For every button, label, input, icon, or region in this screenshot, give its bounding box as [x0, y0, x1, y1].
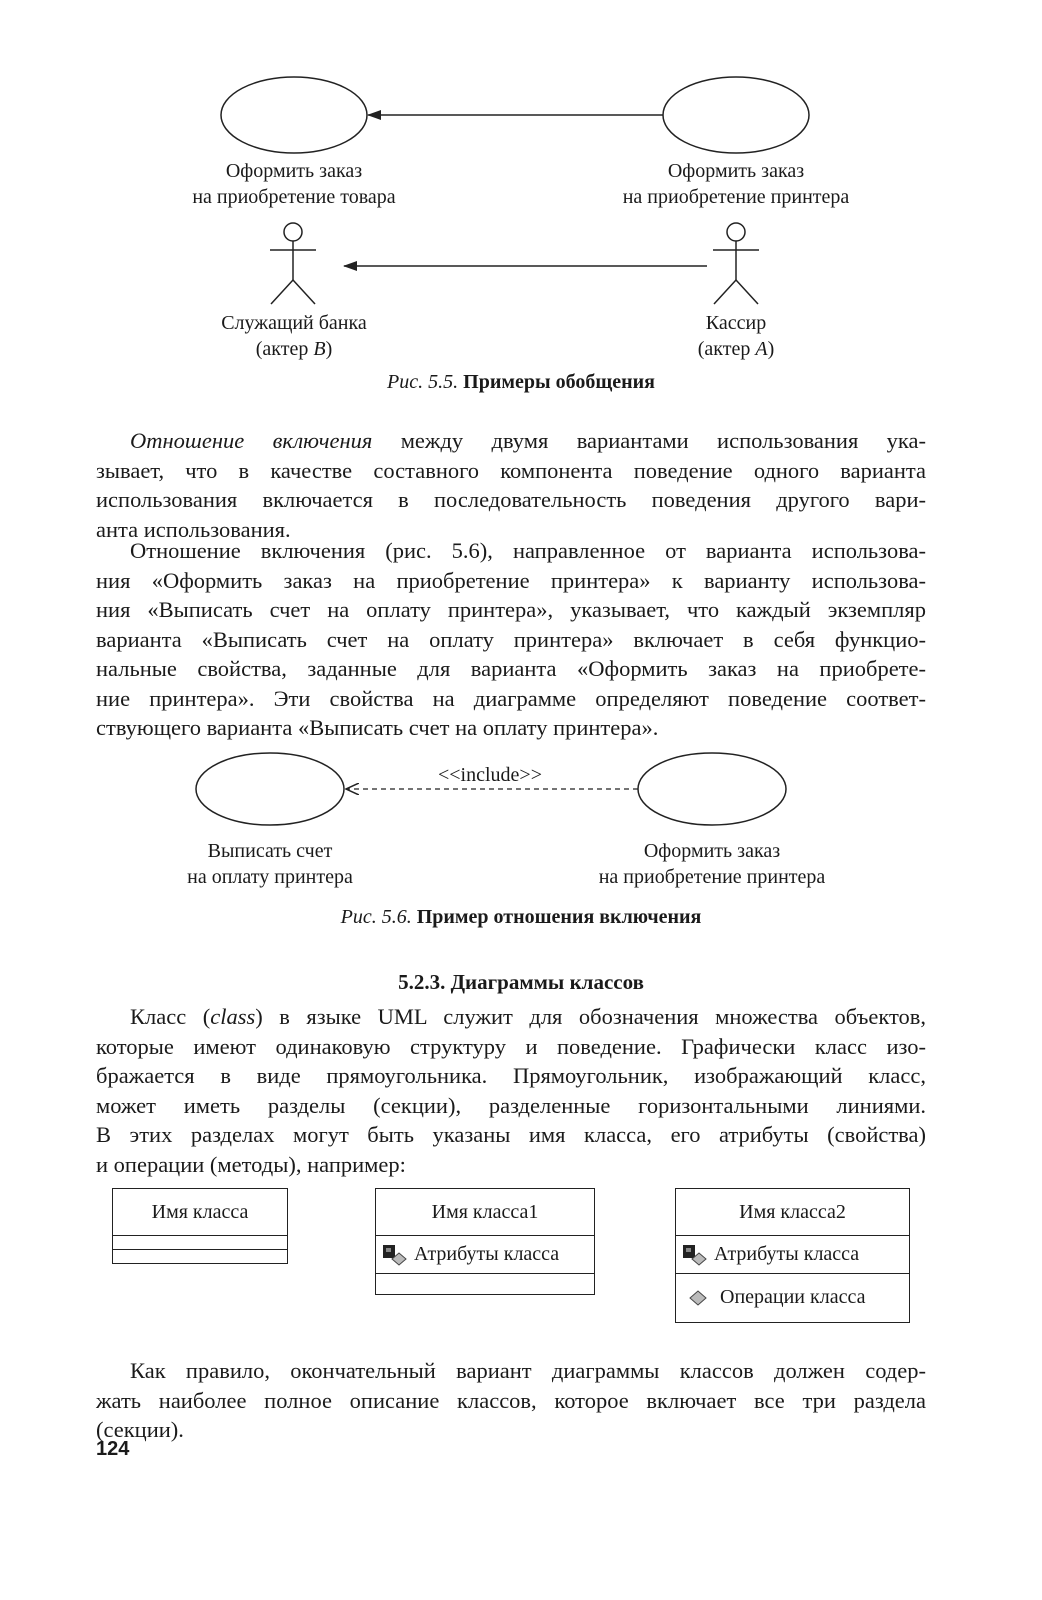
use-case-order-printer	[663, 77, 809, 153]
paragraph-line: Отношение включения между двумя вариантами использования ука-	[130, 428, 926, 453]
paragraph-class-definition	[96, 1002, 926, 1179]
use-case-order-goods	[221, 77, 367, 153]
paragraph-line: ния «Выписать счет на оплату принтера», указывает, что каждый экземпляр	[96, 597, 926, 622]
class-name: Имя класса1	[431, 1200, 539, 1223]
paragraph-line: бражается в виде прямоугольника. Прямоугольник, изображающий класс,	[96, 1063, 926, 1088]
class-attributes-section: Атрибуты класса	[376, 1235, 594, 1273]
use-case-label-left: Оформить заказ на приобретение товара	[192, 160, 396, 208]
attribute-icon	[382, 1243, 408, 1267]
class-operations-section	[113, 1249, 287, 1263]
attribute-icon	[682, 1243, 708, 1267]
paragraph-conclusion	[96, 1356, 926, 1445]
class-name: Имя класса2	[739, 1200, 846, 1223]
class-box-3	[675, 1188, 910, 1323]
page-number: 124	[96, 1438, 130, 1460]
paragraph-line: В этих разделах могут быть указаны имя класса, его атрибуты (свойства)	[96, 1122, 926, 1147]
paragraph-line: использования включается в последовательность поведения другого вари-	[96, 487, 926, 512]
use-case-label-invoice: Выписать счет на оплату принтера	[187, 840, 353, 888]
use-case-issue-invoice	[196, 753, 344, 825]
paragraph-line: Класс (class) в языке UML служит для обозначения множества объектов,	[130, 1004, 926, 1029]
figure-5-5-caption: Рис. 5.5. Примеры обобщения	[387, 371, 655, 393]
paragraph-line: которые имеют одинаковую структуру и поведение. Графически класс изо-	[96, 1033, 926, 1059]
paragraph-line: может иметь разделы (секции), разделенные горизонтальными линиями.	[96, 1092, 926, 1118]
paragraph-line: ния «Оформить заказ на приобретение принтера» к варианту использова-	[96, 567, 926, 593]
paragraph-line: анта использования.	[96, 516, 291, 542]
paragraph-line: нальные свойства, заданные для варианта «Оформить заказ на приобрете-	[96, 656, 926, 681]
paragraph-line: ние принтера». Эти свойства на диаграмме определяют поведение соответ-	[96, 685, 926, 711]
actor-bank-employee-icon	[270, 223, 316, 304]
class-attributes-section	[113, 1235, 287, 1249]
class-attributes-section: Атрибуты класса	[676, 1235, 909, 1273]
use-case-label-order-printer: Оформить заказ на приобретение принтера	[598, 840, 826, 888]
paragraph-line: варианта «Выписать счет на оплату принтера» включает в себя функцио-	[96, 626, 926, 652]
paragraph-line: и операции (методы), например:	[96, 1151, 406, 1177]
include-stereotype-label: <<include>>	[438, 764, 542, 786]
paragraph-include-example	[96, 536, 926, 743]
section-heading: 5.2.3. Диаграммы классов	[398, 970, 644, 994]
paragraph-line: (секции).	[96, 1417, 184, 1442]
actor-cashier-icon	[713, 223, 759, 304]
paragraph-line: ствующего варианта «Выписать счет на оплату принтера».	[96, 715, 659, 740]
class-name: Имя класса	[151, 1200, 249, 1223]
class-box-2	[375, 1188, 595, 1295]
paragraph-line: Как правило, окончательный вариант диаграммы классов должен содер-	[130, 1358, 926, 1383]
paragraph-line: Отношение включения (рис. 5.6), направленное от варианта использова-	[130, 538, 926, 563]
paragraph-line: жать наиболее полное описание классов, которое включает все три раздела	[96, 1387, 926, 1413]
use-case-order-printer-2	[638, 753, 786, 825]
class-operations-section	[376, 1273, 594, 1294]
figure-5-6-diagram	[0, 740, 1042, 840]
actor-label-right: Кассир (актер A)	[697, 312, 775, 360]
operation-icon	[688, 1286, 708, 1310]
figure-5-6-caption: Рис. 5.6. Пример отношения включения	[340, 906, 702, 928]
paragraph-line: зывает, что в качестве составного компонента поведение одного варианта	[96, 457, 926, 483]
class-box-1	[112, 1188, 288, 1264]
paragraph-include-definition	[96, 426, 926, 544]
class-operations-section: Операции класса	[676, 1273, 909, 1321]
actor-label-left: Служащий банка (актер B)	[221, 312, 367, 360]
use-case-label-right: Оформить заказ на приобретение принтера	[622, 160, 850, 208]
